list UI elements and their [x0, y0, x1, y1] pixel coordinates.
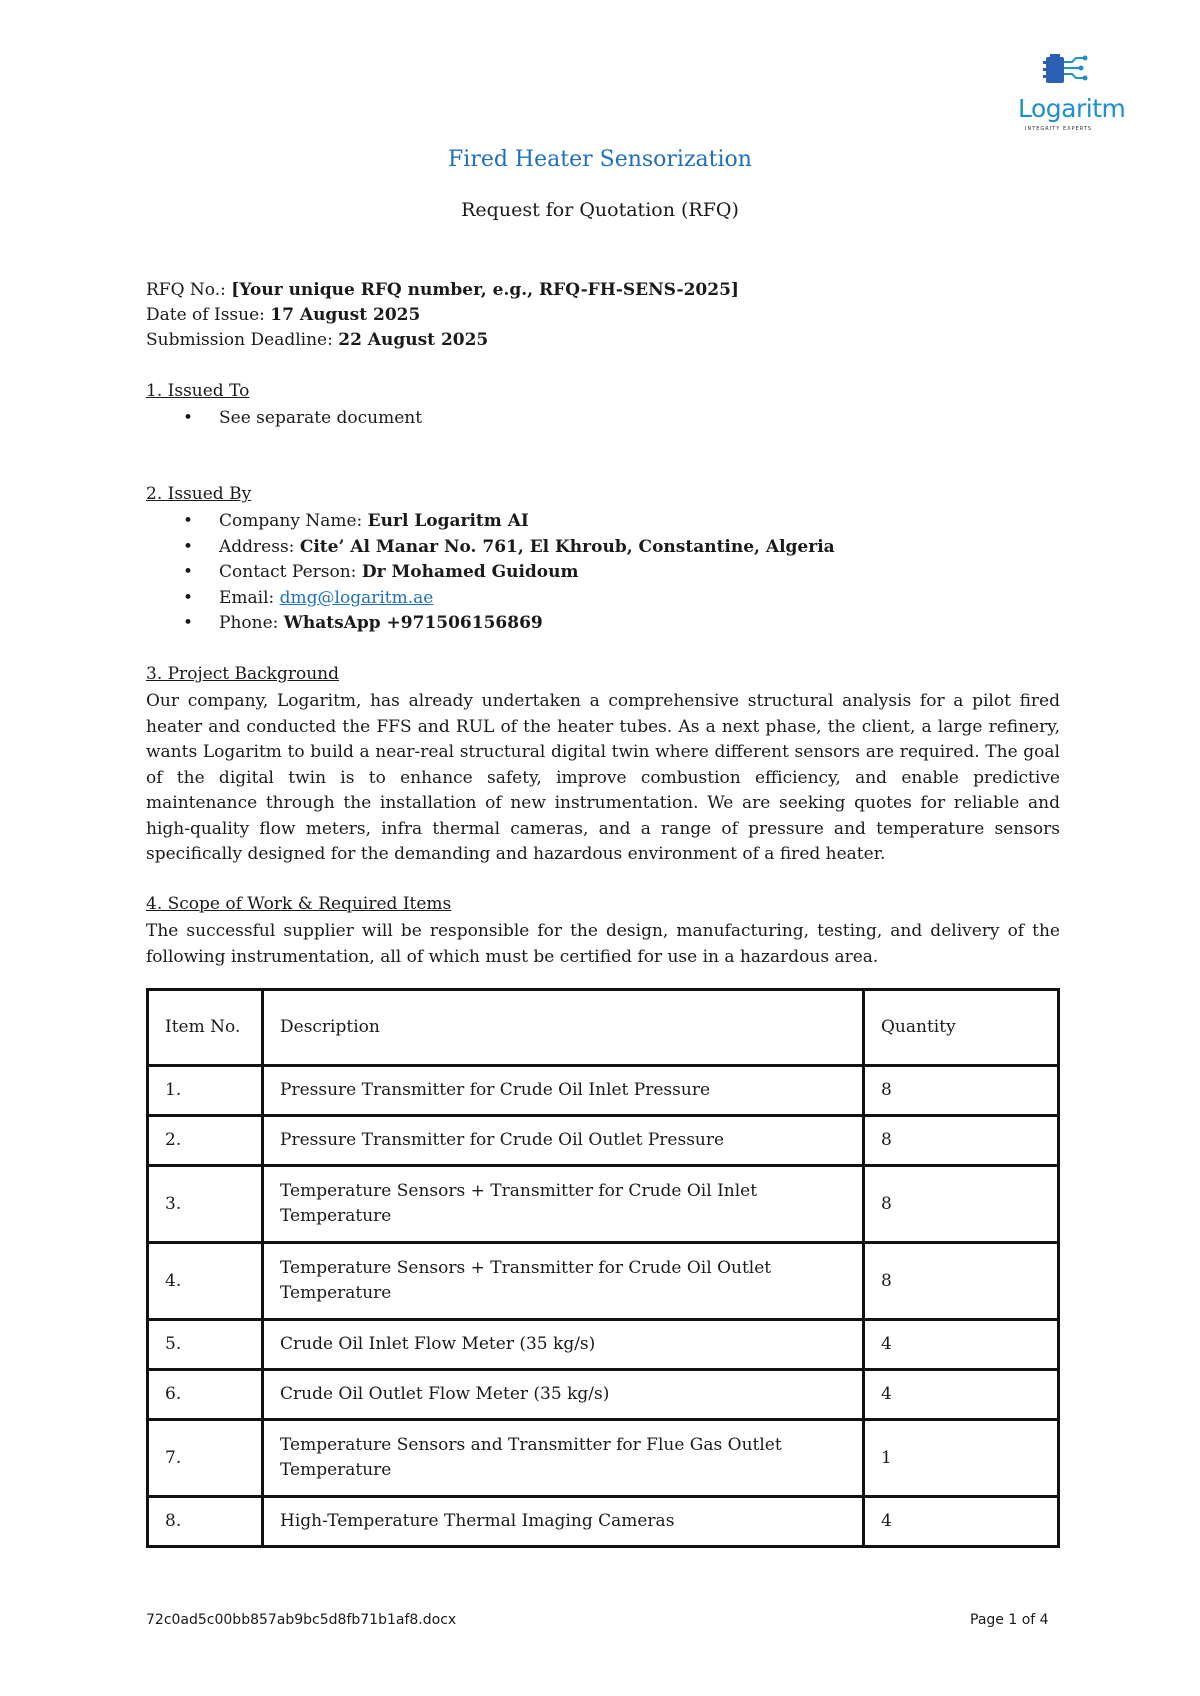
table-row	[148, 1370, 1059, 1420]
address-item	[146, 535, 835, 561]
item-cell: 7.	[148, 1420, 263, 1497]
phone-label: Phone:	[219, 613, 284, 633]
logo-tagline: INTEGRITY EXPERTS	[1025, 126, 1093, 132]
section-issued-by-heading: 2. Issued By	[146, 484, 252, 504]
item-cell: 2.	[148, 1116, 263, 1166]
quantity-cell: 1	[864, 1420, 1059, 1497]
table-row	[148, 1166, 1059, 1243]
company-name-item	[146, 509, 835, 535]
address-value: Cite’ Al Manar No. 761, El Khroub, Constantine, Algeria	[299, 536, 835, 557]
document-subtitle: Request for Quotation (RFQ)	[461, 199, 739, 221]
deadline-value: 22 August 2025	[338, 330, 489, 350]
deadline-label: Submission Deadline:	[146, 330, 339, 350]
contact-person-label: Contact Person:	[219, 562, 362, 582]
description-cell: Crude Oil Outlet Flow Meter (35 kg/s)	[263, 1370, 864, 1420]
email-link[interactable]: dmg@logaritm.ae	[279, 587, 434, 608]
scope-paragraph: The successful supplier will be responsible for the design, manufacturing, testing, and delivery of the following instrumentation, all of which must be certified for use in a hazardous area.	[146, 921, 1060, 967]
issue-date-label: Date of Issue:	[146, 305, 271, 325]
company-name-label: Company Name:	[219, 511, 368, 531]
project-background-paragraph: Our company, Logaritm, has already undertaken a comprehensive structural analysis for a pilot fired heater and conducted the FFS and RUL of the heater tubes. As a next phase, the client, a large refinery, wants Logaritm to build a near-real structural digital twin where different sensors are required. The goal of the digital twin is to enhance safety, improve combustion efficiency, and enable predictive maintenance through the installation of new instrumentation. We are seeking quotes for reliable and high-quality flow meters, infra thermal cameras, and a range of pressure and temperature sensors specifically designed for the demanding and hazardous environment of a fired heater.	[146, 691, 1060, 864]
item-cell: 4.	[148, 1243, 263, 1320]
description-cell: Temperature Sensors + Transmitter for Crude Oil Outlet Temperature	[263, 1243, 864, 1320]
company-logo	[1010, 54, 1126, 138]
table-row	[148, 1497, 1059, 1547]
column-header-quantity: Quantity	[864, 990, 1059, 1066]
description-cell: Pressure Transmitter for Crude Oil Outlet Pressure	[263, 1116, 864, 1166]
quantity-cell: 4	[864, 1497, 1059, 1547]
rfq-number-value: [Your unique RFQ number, e.g., RFQ-FH-SENS-2025]	[231, 280, 739, 300]
quantity-cell: 8	[864, 1243, 1059, 1320]
required-items-table	[146, 988, 1060, 1548]
email-item	[146, 586, 835, 612]
address-label: Address:	[219, 536, 300, 557]
section-issued-to-heading: 1. Issued To	[146, 381, 250, 401]
contact-person-item	[146, 560, 835, 586]
logo-wordmark: Logaritm	[1018, 94, 1126, 123]
footer-filename: 72c0ad5c00bb857ab9bc5d8fb71b1af8.docx	[146, 1612, 457, 1628]
document-title: Fired Heater Sensorization	[448, 147, 752, 172]
section-scope-heading: 4. Scope of Work & Required Items	[146, 894, 452, 914]
footer-page-number: Page 1 of 4	[970, 1612, 1049, 1628]
phone-value: WhatsApp +971506156869	[283, 613, 543, 633]
issue-date-value: 17 August 2025	[270, 305, 421, 325]
description-cell: Pressure Transmitter for Crude Oil Inlet Pressure	[263, 1066, 864, 1116]
table-row	[148, 1420, 1059, 1497]
table-row	[148, 1320, 1059, 1370]
description-cell: Temperature Sensors and Transmitter for Flue Gas Outlet Temperature	[263, 1420, 864, 1497]
description-cell: Temperature Sensors + Transmitter for Crude Oil Inlet Temperature	[263, 1166, 864, 1243]
table-row	[148, 1116, 1059, 1166]
table-row	[148, 1066, 1059, 1116]
circuit-chip-logo-icon	[1010, 54, 1120, 94]
list-item: • See separate document	[146, 406, 422, 432]
quantity-cell: 8	[864, 1066, 1059, 1116]
item-cell: 6.	[148, 1370, 263, 1420]
section-project-background-heading: 3. Project Background	[146, 664, 339, 684]
item-cell: 3.	[148, 1166, 263, 1243]
phone-item	[146, 611, 835, 637]
item-cell: 5.	[148, 1320, 263, 1370]
quantity-cell: 8	[864, 1166, 1059, 1243]
deadline-line	[146, 328, 739, 353]
table-header-row	[148, 990, 1059, 1066]
quantity-cell: 4	[864, 1370, 1059, 1420]
quantity-cell: 4	[864, 1320, 1059, 1370]
contact-person-value: Dr Mohamed Guidoum	[361, 562, 579, 582]
table-row	[148, 1243, 1059, 1320]
rfq-meta-block	[146, 278, 739, 353]
description-cell: High-Temperature Thermal Imaging Cameras	[263, 1497, 864, 1547]
description-cell: Crude Oil Inlet Flow Meter (35 kg/s)	[263, 1320, 864, 1370]
rfq-number-line	[146, 278, 739, 303]
email-label: Email:	[219, 587, 280, 608]
item-cell: 8.	[148, 1497, 263, 1547]
rfq-number-label: RFQ No.:	[146, 280, 232, 300]
quantity-cell: 8	[864, 1116, 1059, 1166]
column-header-description: Description	[263, 990, 864, 1066]
issued-to-list	[146, 406, 422, 432]
column-header-item: Item No.	[148, 990, 263, 1066]
item-cell: 1.	[148, 1066, 263, 1116]
company-name-value: Eurl Logaritm AI	[367, 511, 529, 531]
issue-date-line	[146, 303, 739, 328]
issued-by-list	[146, 509, 835, 637]
